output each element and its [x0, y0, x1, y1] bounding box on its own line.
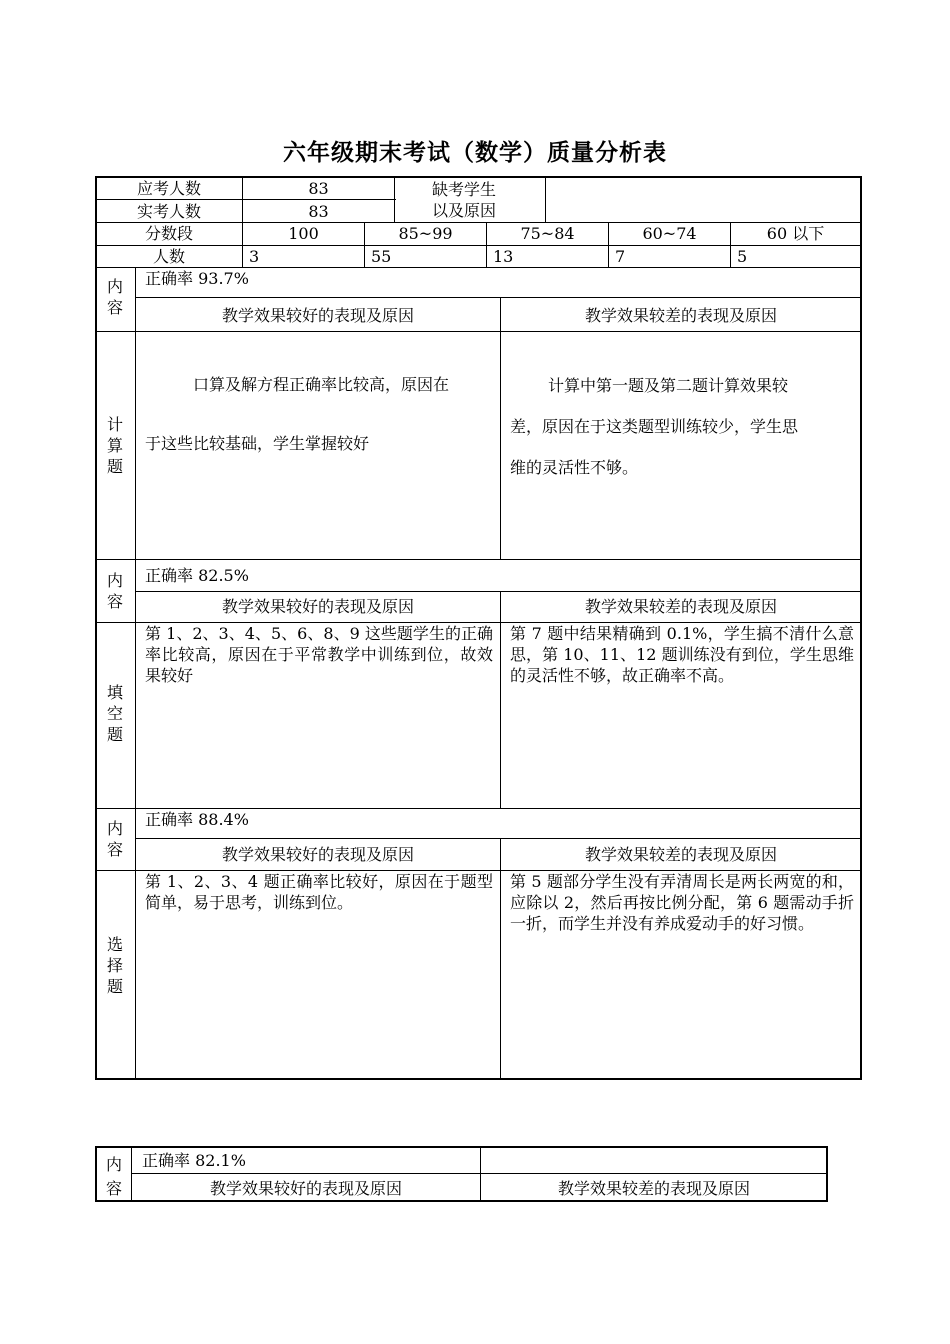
actual-count-label: 实考人数 [136, 202, 201, 221]
expected-count-value: 83 [308, 179, 329, 198]
content-label: 内 容 [105, 1155, 122, 1198]
bad-header: 教学效果较差的表现及原因 [584, 845, 777, 864]
section-name: 选 择 题 [106, 935, 123, 996]
bad-header: 教学效果较差的表现及原因 [557, 1179, 750, 1198]
section-accuracy: 正确率 82.5% [145, 566, 249, 585]
good-analysis: 第 1、2、3、4、5、6、8、9 这些题学生的正确率比较高，原因在于平常教学中训练到位，故效果较好 [145, 624, 493, 685]
count-60-74: 7 [615, 247, 626, 266]
count-100: 3 [249, 247, 260, 266]
count-below-60: 5 [737, 247, 748, 266]
score-band-100: 100 [288, 224, 319, 243]
score-band-60-74: 60~74 [642, 224, 697, 243]
section-accuracy: 正确率 88.4% [145, 810, 249, 829]
bad-analysis: 第 5 题部分学生没有弄清周长是两长两宽的和，应除以 2，然后再按比例分配，第 6 题需动手折一折，而学生并没有养成爱动手的好习惯。 [510, 872, 854, 933]
good-header: 教学效果较好的表现及原因 [221, 306, 414, 325]
good-analysis: 口算及解方程正确率比较高，原因在 于这些比较基础，学生掌握较好 [145, 375, 450, 453]
absent-reason-value [546, 178, 860, 222]
score-band-label: 分数段 [144, 224, 193, 243]
good-header: 教学效果较好的表现及原因 [221, 845, 414, 864]
bad-header: 教学效果较差的表现及原因 [584, 597, 777, 616]
section-accuracy: 正确率 93.7% [145, 269, 249, 288]
absent-label-line2: 以及原因 [432, 201, 497, 220]
score-band-below-60: 60 以下 [766, 224, 825, 243]
content-label: 内 容 [106, 277, 123, 317]
actual-count-value: 83 [308, 202, 329, 221]
absent-label-line1: 缺考学生 [432, 180, 497, 199]
content-label: 内 容 [106, 571, 123, 611]
count-85-99: 55 [371, 247, 392, 266]
section-accuracy: 正确率 82.1% [142, 1151, 246, 1170]
content-label: 内 容 [106, 819, 123, 859]
section-name: 填 空 题 [106, 683, 123, 744]
good-analysis: 第 1、2、3、4 题正确率比较好，原因在于题型简单，易于思考，训练到位。 [145, 872, 493, 912]
page-title: 六年级期末考试（数学）质量分析表 [283, 140, 667, 166]
section-name: 计 算 题 [106, 415, 123, 476]
good-header: 教学效果较好的表现及原因 [209, 1179, 402, 1198]
bad-analysis: 计算中第一题及第二题计算效果较 差，原因在于这类题型训练较少，学生思 维的灵活性不够。 [510, 376, 799, 477]
count-75-84: 13 [493, 247, 514, 266]
bad-header: 教学效果较差的表现及原因 [584, 306, 777, 325]
score-band-85-99: 85~99 [398, 224, 453, 243]
count-label: 人数 [152, 247, 185, 266]
bad-analysis: 第 7 题中结果精确到 0.1%，学生搞不清什么意思，第 10、11、12 题训练没有到位，学生思维的灵活性不够，故正确率不高。 [510, 624, 854, 685]
score-band-75-84: 75~84 [520, 224, 575, 243]
good-header: 教学效果较好的表现及原因 [221, 597, 414, 616]
expected-count-label: 应考人数 [136, 179, 201, 198]
